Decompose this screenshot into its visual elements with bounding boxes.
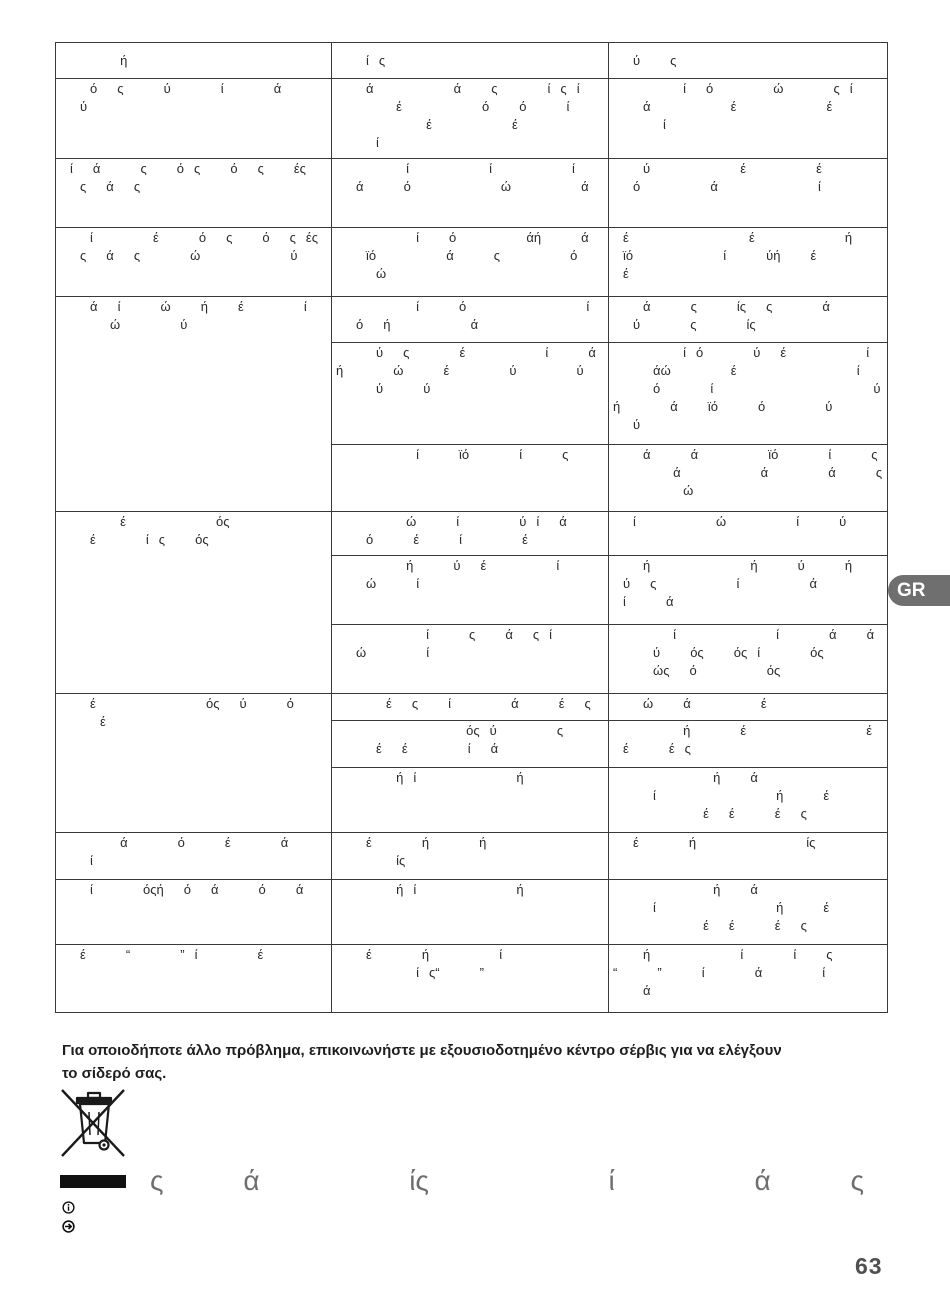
crossed-out-wheelie-bin-icon [58, 1085, 128, 1159]
page-number: 63 [855, 1253, 883, 1279]
solution-cell: ή ά ί ή έ έ έ έ ς [609, 880, 888, 945]
problem-cell: ί όςή ό ά ό ά [56, 880, 332, 945]
cause-cell: ώ ί ύ ί ά ό έ ί έ [332, 512, 609, 556]
header-cause: ί ς [332, 43, 609, 79]
cause-cell: ή ύ έ ί ώ ί [332, 556, 609, 625]
language-badge-label: GR [897, 580, 926, 601]
problem-cell: ί έ ό ς ό ς ές ς ά ς ώ ύ [56, 228, 332, 297]
cause-cell: ί ό άή ά ϊό ά ς ό ώ [332, 228, 609, 297]
table-row [56, 880, 888, 945]
header-problem: ή [56, 43, 332, 79]
solution-cell: ή ί ί ς “ ” ί ά ί ά [609, 945, 888, 1013]
table-row [56, 833, 888, 880]
solution-cell: ή ή ύ ή ύ ς ί ά ί ά [609, 556, 888, 625]
cause-cell: ή ί ή [332, 880, 609, 945]
solution-cell: ά ς ίς ς ά ύ ς ίς [609, 297, 888, 343]
solution-cell: έ έ ή ϊό ί ύή έ έ [609, 228, 888, 297]
solution-cell: ώ ά έ [609, 694, 888, 721]
table-row [56, 945, 888, 1013]
service-center-note-line-2: το σίδερό σας. [62, 1065, 167, 1082]
table-row [56, 79, 888, 159]
table-header-row [56, 43, 888, 79]
troubleshooting-table [55, 42, 888, 1013]
problem-cell: ό ς ύ ί ά ύ [56, 79, 332, 159]
cause-cell: ί ϊό ί ς [332, 445, 609, 512]
table-row [56, 228, 888, 297]
solution-cell: έ ή ίς [609, 833, 888, 880]
problem-cell: ά ί ώ ή έ ί ώ ύ [56, 297, 332, 512]
cause-cell: έ ή ί ί ς“ ” [332, 945, 609, 1013]
solution-cell: ί ό ύ έ ί άώ έ ί ό ί ύ ή ά ϊό ό ύ ύ [609, 343, 888, 445]
problem-cell: έ “ ” ί έ [56, 945, 332, 1013]
table-row [56, 159, 888, 228]
problem-cell: έ ός ύ ό έ [56, 694, 332, 833]
cause-cell: ί ό ί ό ή ά [332, 297, 609, 343]
problem-cell: έ ός έ ί ς ός [56, 512, 332, 694]
solution-cell: ή ά ί ή έ έ έ έ ς [609, 768, 888, 833]
cause-cell: ί ί ί ά ό ώ ά [332, 159, 609, 228]
info-icon [62, 1201, 75, 1214]
cause-cell: ί ς ά ς ί ώ ί [332, 625, 609, 694]
problem-cell: ί ά ς ό ς ό ς ές ς ά ς [56, 159, 332, 228]
service-center-note-line-1: Για οποιοδήποτε άλλο πρόβλημα, επικοινωνήστε με εξουσιοδοτημένο κέντρο σέρβις για να ελέγξουν [62, 1042, 782, 1059]
solution-cell: ί ώ ί ύ [609, 512, 888, 556]
table-row [56, 694, 888, 721]
table-row [56, 297, 888, 343]
solution-cell: ύ έ έ ό ά ί [609, 159, 888, 228]
solution-cell: ά ά ϊό ί ς ά ά ά ς ώ [609, 445, 888, 512]
solution-cell: ί ό ώ ς ί ά έ έ ί [609, 79, 888, 159]
solution-cell: ή έ έ έ έ ς [609, 721, 888, 768]
section-marker-bar [60, 1175, 126, 1188]
cause-cell: ός ύ ς έ έ ί ά [332, 721, 609, 768]
problem-cell: ά ό έ ά ί [56, 833, 332, 880]
cause-cell: ά ά ς ί ς ί έ ό ό ί έ έ ί [332, 79, 609, 159]
cause-cell: ύ ς έ ί ά ή ώ έ ύ ύ ύ ύ [332, 343, 609, 445]
table-row [56, 512, 888, 556]
solution-cell: ί ί ά ά ύ ός ός ί ός ώς ό ός [609, 625, 888, 694]
cause-cell: έ ς ί ά έ ς [332, 694, 609, 721]
cause-cell: έ ή ή ίς [332, 833, 609, 880]
language-badge [888, 575, 950, 606]
section-heading: ς ά ίς ί ά ς [150, 1165, 864, 1196]
cause-cell: ή ί ή [332, 768, 609, 833]
circled-arrow-icon [62, 1220, 75, 1233]
header-solution: ύ ς [609, 43, 888, 79]
service-center-note [62, 1039, 782, 1085]
